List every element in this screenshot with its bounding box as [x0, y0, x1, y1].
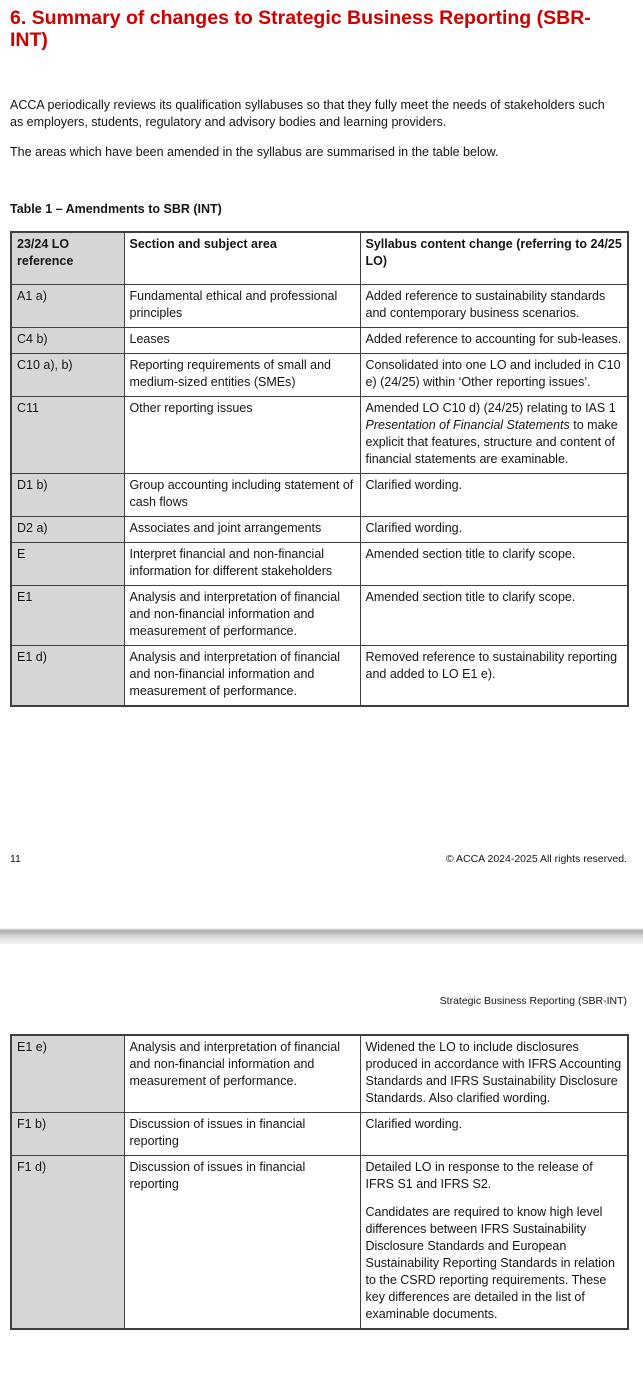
section-cell: Other reporting issues: [124, 397, 360, 474]
section-cell: Interpret financial and non-financial information for different stakeholders: [124, 543, 360, 586]
change-cell: [360, 543, 628, 586]
table-row: [11, 285, 628, 328]
section-cell: Leases: [124, 328, 360, 354]
change-paragraph: Amended LO C10 d) (24/25) relating to IAS 1 Presentation of Financial Statements to make explicit that features, structure and content of financial statements are examinable.: [365, 401, 618, 466]
change-paragraph: Clarified wording.: [365, 478, 463, 492]
table-row: [11, 397, 628, 474]
change-cell: [360, 285, 628, 328]
intro-paragraph-2: The areas which have been amended in the syllabus are summarised in the table below.: [10, 145, 499, 159]
change-cell: [360, 328, 628, 354]
col-header-change: Syllabus content change (referring to 24/25 LO): [360, 232, 628, 285]
change-cell: [360, 586, 628, 646]
lo-ref-cell: E1 e): [11, 1035, 124, 1113]
table-row: [11, 1113, 628, 1156]
table-row: [11, 354, 628, 397]
table-row: [11, 1156, 628, 1330]
lo-ref-cell: F1 d): [11, 1156, 124, 1330]
table-header-row: [11, 232, 628, 285]
page-separator: [0, 928, 643, 944]
amendments-table-page1: [10, 231, 629, 707]
change-cell: [360, 1156, 628, 1330]
change-paragraph: Removed reference to sustainability reporting and added to LO E1 e).: [365, 650, 618, 681]
table-row: [11, 517, 628, 543]
lo-ref-cell: F1 b): [11, 1113, 124, 1156]
table-caption: Table 1 – Amendments to SBR (INT): [10, 202, 222, 216]
section-cell: Group accounting including statement of cash flows: [124, 474, 360, 517]
table-row: [11, 586, 628, 646]
section-cell: Analysis and interpretation of financial and non-financial information and measurement of performance.: [124, 646, 360, 707]
change-paragraph: Added reference to accounting for sub-leases.: [365, 332, 622, 346]
change-cell: [360, 646, 628, 707]
change-paragraph: Amended section title to clarify scope.: [365, 590, 576, 604]
lo-ref-cell: E1 d): [11, 646, 124, 707]
col-header-section: Section and subject area: [124, 232, 360, 285]
section-cell: Fundamental ethical and professional principles: [124, 285, 360, 328]
change-cell: [360, 474, 628, 517]
change-paragraph: Amended section title to clarify scope.: [365, 547, 576, 561]
section-cell: Associates and joint arrangements: [124, 517, 360, 543]
change-paragraph: Detailed LO in response to the release of IFRS S1 and IFRS S2.: [365, 1160, 593, 1191]
change-paragraph: Clarified wording.: [365, 521, 463, 535]
table-row: [11, 543, 628, 586]
section-cell: Analysis and interpretation of financial and non-financial information and measurement of performance.: [124, 586, 360, 646]
intro-paragraph-1: ACCA periodically reviews its qualification syllabuses so that they fully meet the needs of stakeholders such as employers, students, regulatory and advisory bodies and learning providers.: [10, 98, 605, 129]
section-cell: Analysis and interpretation of financial and non-financial information and measurement of performance.: [124, 1035, 360, 1113]
copyright-notice: © ACCA 2024-2025 All rights reserved.: [445, 853, 627, 865]
change-paragraph: Added reference to sustainability standards and contemporary business scenarios.: [365, 289, 606, 320]
table-row: [11, 1035, 628, 1113]
lo-ref-cell: D2 a): [11, 517, 124, 543]
running-header: Strategic Business Reporting (SBR-INT): [439, 995, 627, 1007]
change-cell: [360, 1113, 628, 1156]
change-paragraph: Clarified wording.: [365, 1117, 463, 1131]
table-row: [11, 474, 628, 517]
change-paragraph: Consolidated into one LO and included in C10 e) (24/25) within ‘Other reporting issues’.: [365, 358, 621, 389]
lo-ref-cell: E: [11, 543, 124, 586]
lo-ref-cell: C10 a), b): [11, 354, 124, 397]
page-footer: [10, 853, 627, 866]
change-cell: [360, 1035, 628, 1113]
table-row: [11, 328, 628, 354]
change-cell: [360, 517, 628, 543]
lo-ref-cell: C11: [11, 397, 124, 474]
lo-ref-cell: C4 b): [11, 328, 124, 354]
lo-ref-cell: D1 b): [11, 474, 124, 517]
table-row: [11, 646, 628, 707]
section-cell: Discussion of issues in financial reporting: [124, 1156, 360, 1330]
change-cell: [360, 397, 628, 474]
page-2: [0, 944, 643, 1396]
section-title: 6. Summary of changes to Strategic Business Reporting (SBR-INT): [10, 7, 591, 51]
section-cell: Reporting requirements of small and medium-sized entities (SMEs): [124, 354, 360, 397]
amendments-table-page2: [10, 1034, 629, 1330]
section-cell: Discussion of issues in financial reporting: [124, 1113, 360, 1156]
lo-ref-cell: E1: [11, 586, 124, 646]
change-paragraph: Candidates are required to know high level differences between IFRS Sustainability Disclosure Standards and European Sustainability Reporting Standards in relation to the CSRD reporting requirements. These key differences are detailed in the list of examinable documents.: [365, 1205, 615, 1321]
lo-ref-cell: A1 a): [11, 285, 124, 328]
page-number: 11: [10, 853, 21, 865]
change-cell: [360, 354, 628, 397]
col-header-lo-reference: 23/24 LO reference: [11, 232, 124, 285]
change-paragraph: Widened the LO to include disclosures produced in accordance with IFRS Accounting Standards and IFRS Sustainability Disclosure Standards. Also clarified wording.: [365, 1040, 622, 1105]
